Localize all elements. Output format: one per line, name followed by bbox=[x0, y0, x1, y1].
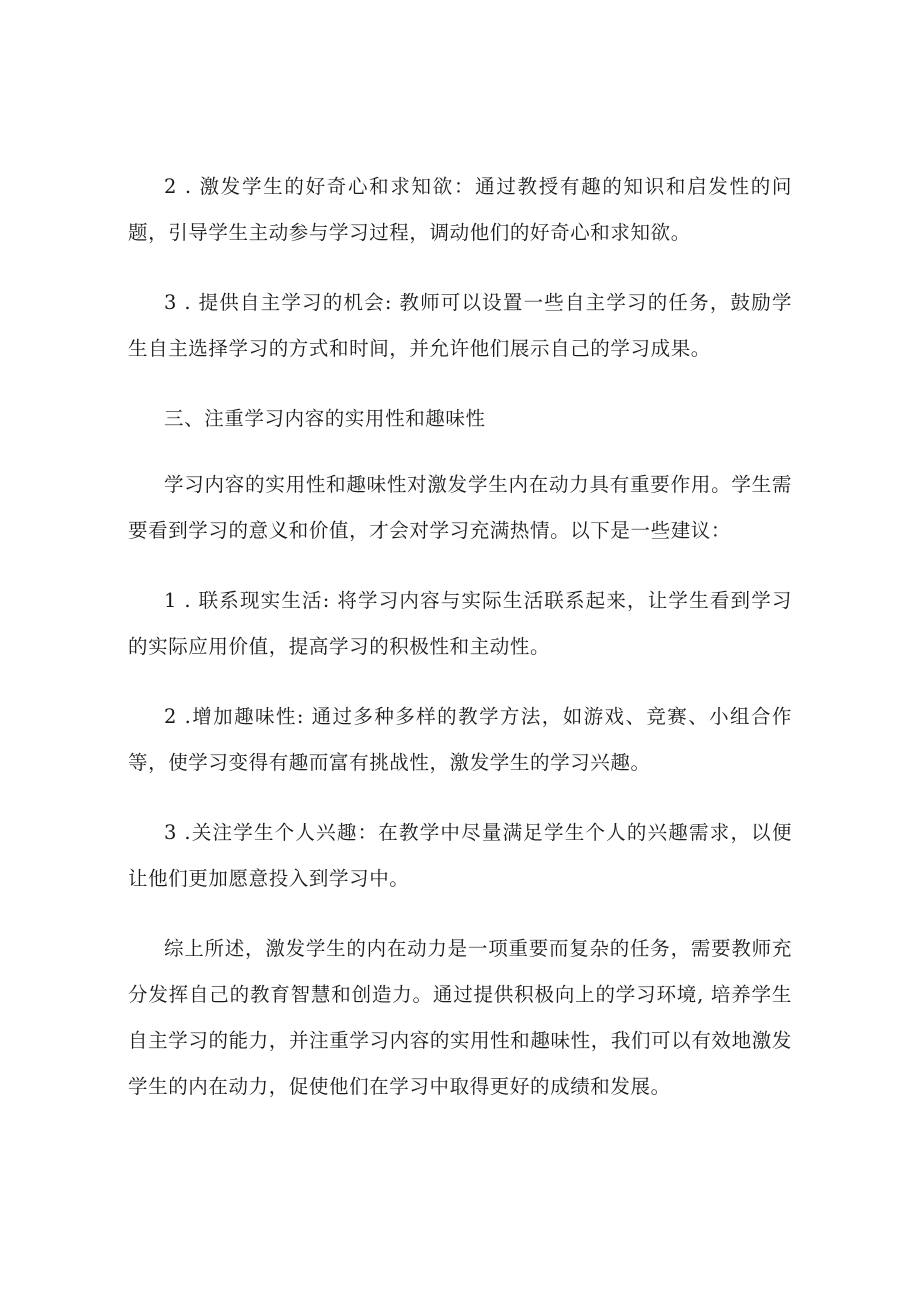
section-heading: 三、注重学习内容的实用性和趣味性 bbox=[164, 407, 486, 430]
list-item-real-life: 1 . 联系现实生活: 将学习内容与实际生活联系起来，让学生看到学习的实际应用价值，提高学习的积极性和主动性。 bbox=[128, 589, 792, 658]
section-intro: 学习内容的实用性和趣味性对激发学生内在动力具有重要作用。学生需要看到学习的意义和价值，才会对学习充满热情。以下是一些建议： bbox=[128, 473, 792, 542]
list-item-fun: 2 .增加趣味性: 通过多种多样的教学方法，如游戏、竞赛、小组合作等，使学习变得有趣而富有挑战性，激发学生的学习兴趣。 bbox=[128, 705, 792, 774]
list-item-autonomy: 3 . 提供自主学习的机会: 教师可以设置一些自主学习的任务，鼓励学生自主选择学习的方式和时间，并允许他们展示自己的学习成果。 bbox=[128, 291, 792, 360]
list-item-interests: 3 .关注学生个人兴趣：在教学中尽量满足学生个人的兴趣需求，以便让他们更加愿意投入到学习中。 bbox=[128, 821, 792, 890]
document-body bbox=[128, 164, 792, 1134]
list-item-curiosity: 2 . 激发学生的好奇心和求知欲：通过教授有趣的知识和启发性的问题，引导学生主动参与学习过程，调动他们的好奇心和求知欲。 bbox=[128, 175, 792, 244]
conclusion-paragraph: 综上所述，激发学生的内在动力是一项重要而复杂的任务，需要教师充分发挥自己的教育智慧和创造力。通过提供积极向上的学习环境, 培养学生自主学习的能力，并注重学习内容的实用性和趣味性，我们可以有效地激发学生的内在动力，促使他们在学习中取得更好的成绩和发展。 bbox=[128, 937, 792, 1098]
